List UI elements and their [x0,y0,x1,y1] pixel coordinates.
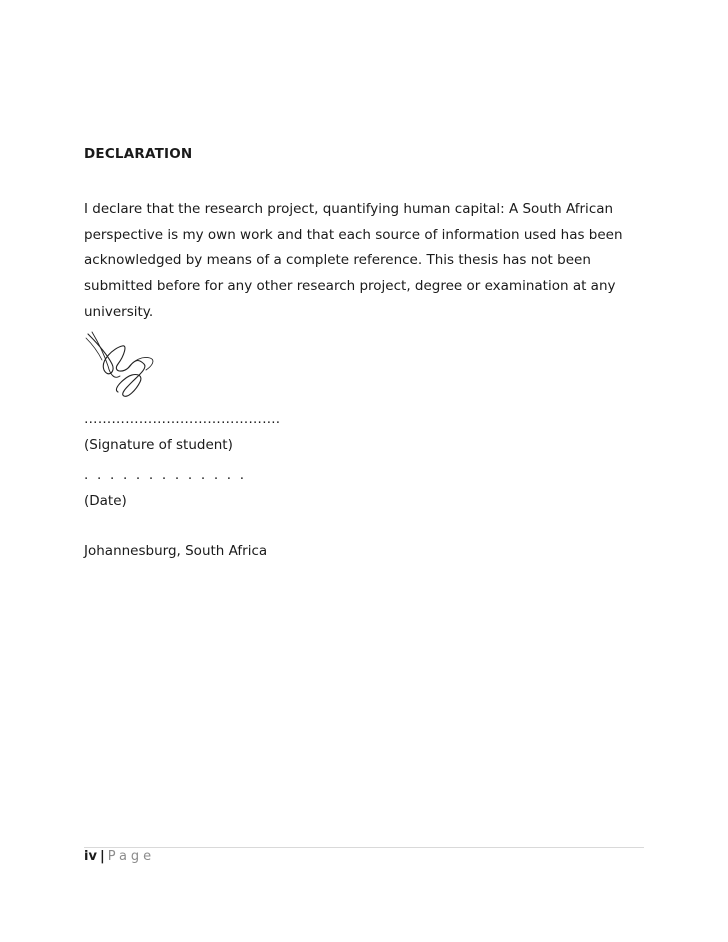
signature-line: ……………………………………. [84,411,281,427]
page-number: iv [84,849,97,864]
declaration-body: I declare that the research project, quantifying human capital: A South African perspective is my own work and that each source of information used has been acknowledged by means of a complete reference. This thesis has not been submitted before for any other research project, degree or examination at any university. [84,201,623,320]
declaration-heading: DECLARATION [84,146,193,162]
page-word: Page [107,849,156,864]
place-text: Johannesburg, South Africa [84,543,268,559]
footer-divider [84,847,644,848]
date-label: (Date) [84,493,127,509]
student-signature [84,330,164,400]
page-footer [84,849,155,864]
date-line: . . . . . . . . . . . . . [84,467,247,483]
footer-separator: | [99,849,105,864]
signature-label: (Signature of student) [84,437,233,453]
